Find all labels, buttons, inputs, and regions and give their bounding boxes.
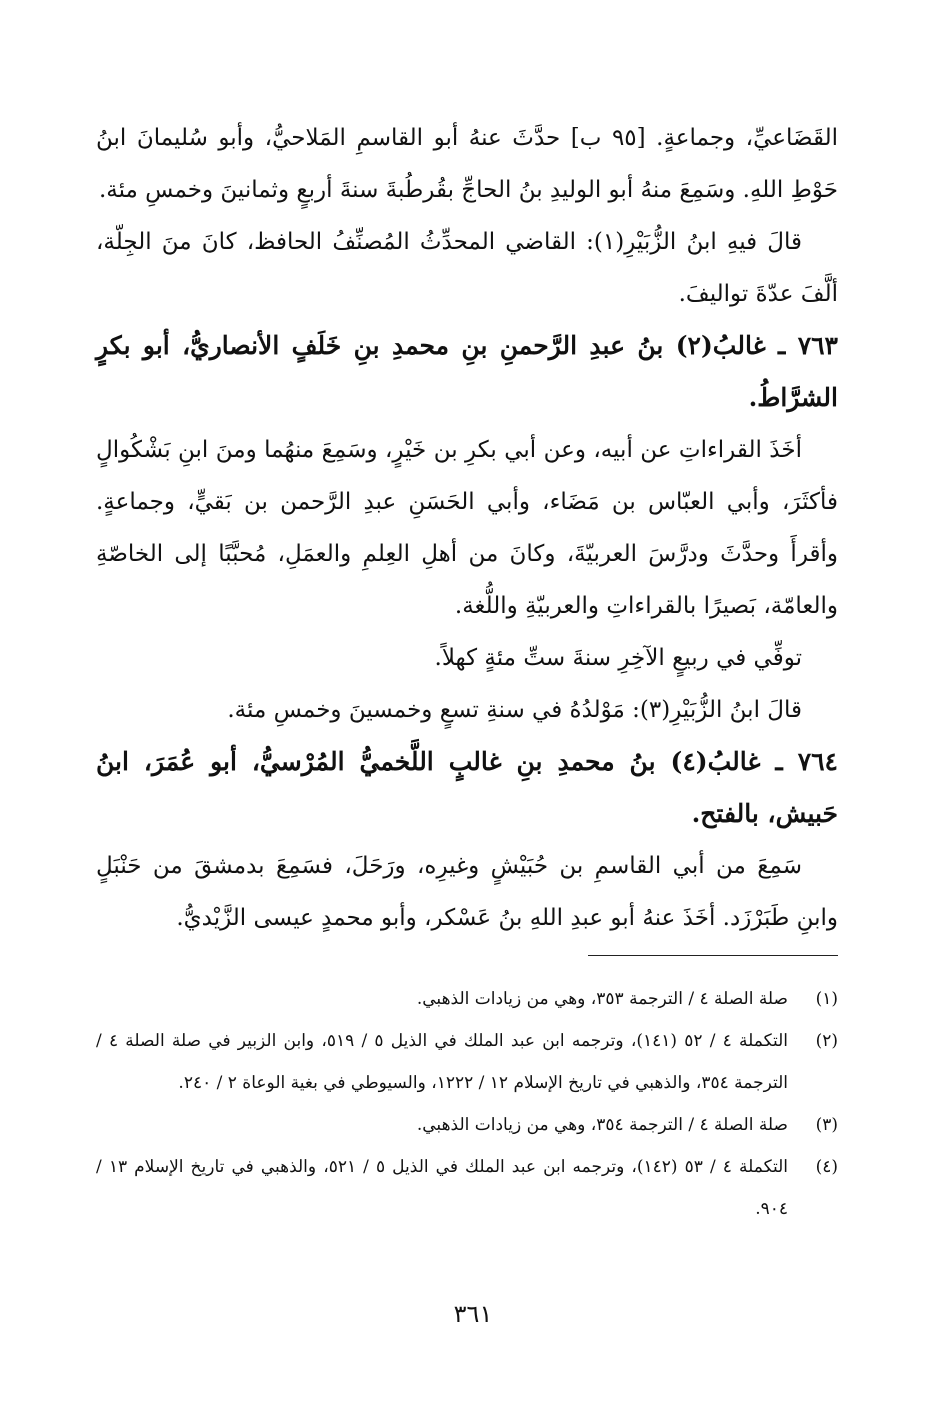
footnote-number: (٤) — [815, 1157, 838, 1177]
entry-heading-764: ٧٦٤ ـ غالبُ(٤) بنُ محمدِ بنِ غالبٍ اللَّخميُّ المُرْسيُّ، أبو عُمَرَ، ابنُ حَبيش، بالفتح. — [96, 747, 838, 828]
paragraph-763-death: توفِّي في ربيعٍ الآخِرِ سنةَ ستِّ مئةٍ كهلاً. — [434, 645, 802, 671]
footnote-2 — [96, 1020, 838, 1104]
paragraph-continuation: القَضَاعيِّ، وجماعةٍ. [٩٥ ب] حدَّثَ عنهُ أبو القاسمِ المَلاحيُّ، وأبو سُليمانَ ابنُ حَوْطِ اللهِ. وسَمِعَ منهُ أبو الوليدِ بنُ الحاجِّ بقُرطُبةَ سنةَ أربعٍ وثمانينَ وخمسِ مئة. — [96, 125, 838, 203]
paragraph-764-studies: سَمِعَ من أبي القاسمِ بن حُبَيْشٍ وغيرِه، ورَحَلَ، فسَمِعَ بدمشقَ من حَنْبَلٍ وابنِ طَبَرْزَد. أخَذَ عنهُ أبو عبدِ اللهِ بنُ عَسْكر، وأبو محمدٍ عيسى الزَّيْديُّ. — [96, 853, 838, 931]
footnote-text: صلة الصلة ٤ / الترجمة ٣٥٤، وهي من زيادات الذهبي. — [416, 1115, 788, 1135]
footnote-4 — [96, 1146, 838, 1230]
footnote-3 — [96, 1104, 838, 1146]
footnote-text: التكملة ٤ / ٥٢ (١٤١)، وترجمه ابن عبد الملك في الذيل ٥ / ٥١٩، وابن الزبير في صلة الصلة ٤ / الترجمة ٣٥٤، والذهبي في تاريخ الإسلام ١٢ / ١٢٢٢، والسيوطي في بغية الوعاة ٢ / ٢٤٠. — [96, 1031, 788, 1093]
footnote-1 — [96, 978, 838, 1020]
main-text — [96, 112, 838, 944]
page-number: ٣٦١ — [453, 1300, 493, 1328]
paragraph-ibn-zubayr-quote: قالَ فيهِ ابنُ الزُّبَيْرِ(١): القاضي المحدِّثُ المُصنِّفُ الحافظ، كانَ منَ الجِلّة، ألَّفَ عدّةَ تواليفَ. — [96, 229, 838, 307]
paragraph-763-studies: أخَذَ القراءاتِ عن أبيه، وعن أبي بكرِ بن خَيْرٍ، وسَمِعَ منهُما ومنَ ابنِ بَشْكُوالٍ فأكثَرَ، وأبي العبّاس بن مَضَاء، وأبي الحَسَنِ عبدِ الرَّحمن بن بَقيٍّ، وجماعةٍ. وأقرأَ وحدَّثَ ودرَّسَ العربيّةَ، وكانَ من أهلِ العِلمِ والعمَلِ، مُحبَّبًا إلى الخاصّةِ والعامّة، بَصيرًا بالقراءاتِ والعربيّةِ واللُّغة. — [96, 437, 838, 619]
footnote-text: التكملة ٤ / ٥٣ (١٤٢)، وترجمه ابن عبد الملك في الذيل ٥ / ٥٢١، والذهبي في تاريخ الإسلام ١٣ / ٩٠٤. — [96, 1157, 788, 1219]
footnote-number: (١) — [815, 989, 838, 1009]
footnote-text: صلة الصلة ٤ / الترجمة ٣٥٣، وهي من زيادات الذهبي. — [416, 989, 788, 1009]
paragraph-763-birth: قالَ ابنُ الزُّبَيْرِ(٣): مَوْلدُهُ في سنةِ تسعٍ وخمسينَ وخمسِ مئة. — [227, 697, 802, 723]
footnotes — [96, 978, 838, 1230]
footnote-number: (٣) — [815, 1115, 838, 1135]
entry-heading-763: ٧٦٣ ـ غالبُ(٢) بنُ عبدِ الرَّحمنِ بنِ محمدِ بنِ خَلَفٍ الأنصاريُّ، أبو بكرٍ الشرَّاطُ. — [96, 331, 838, 412]
footnote-separator — [588, 955, 838, 956]
footnote-number: (٢) — [815, 1031, 838, 1051]
